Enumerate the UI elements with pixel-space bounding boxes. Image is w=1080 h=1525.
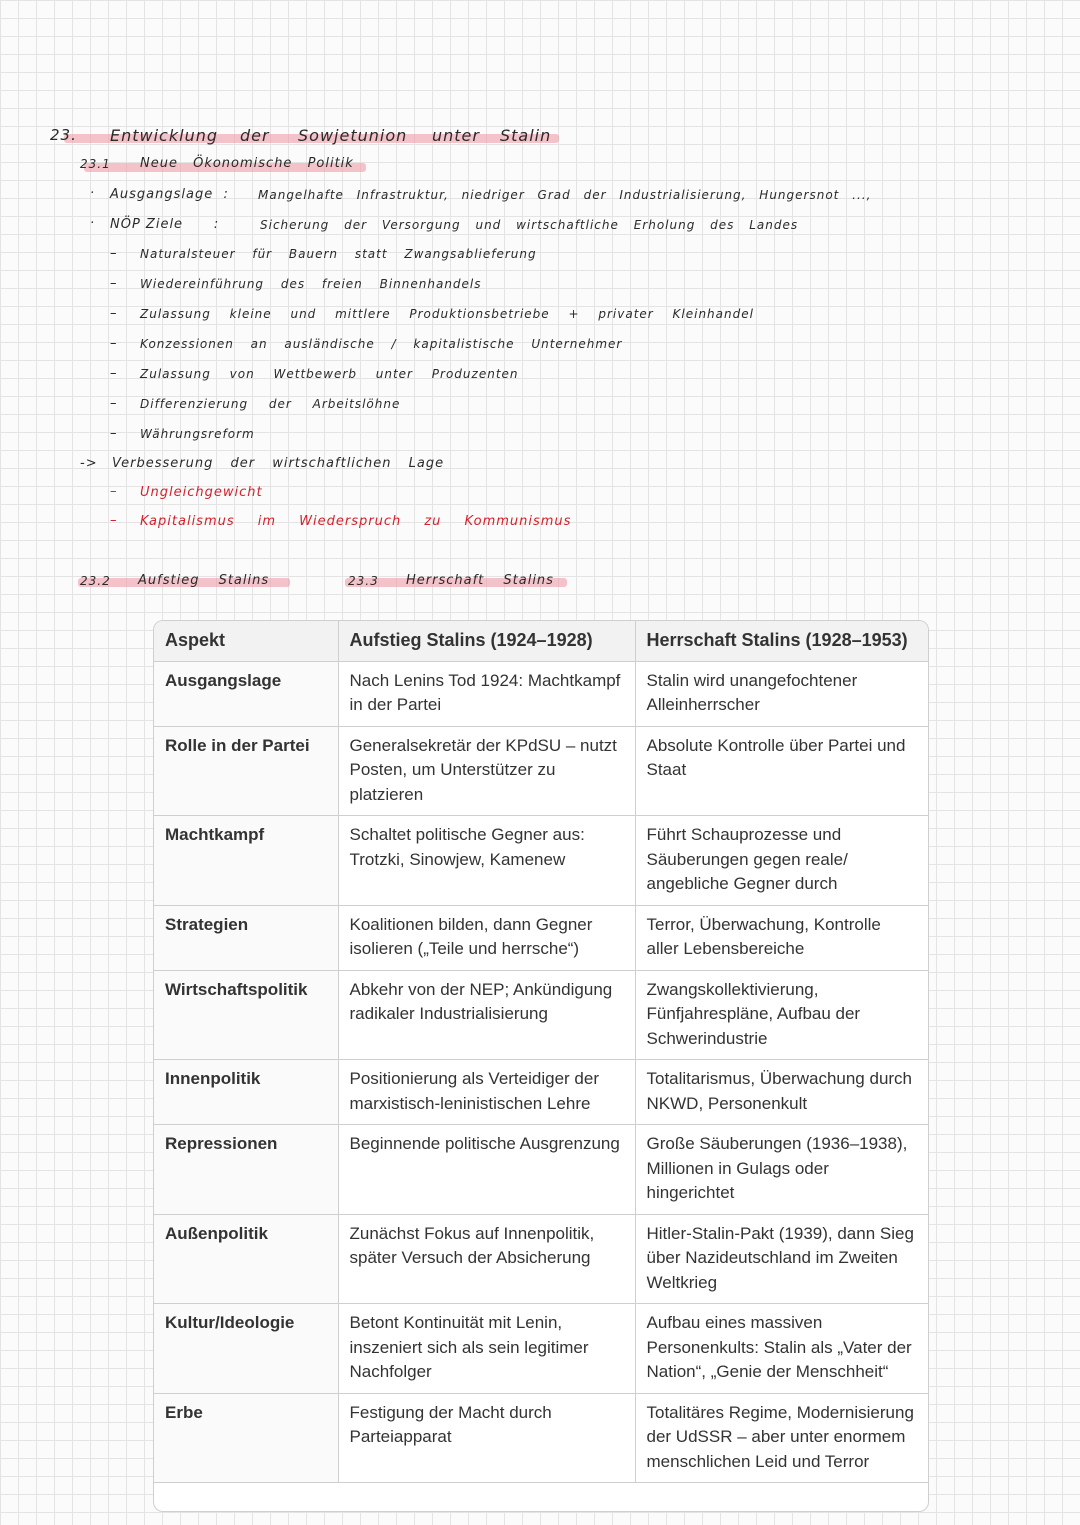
table-row [154,1214,928,1304]
section1-number: 23.1 [80,157,111,171]
dash: – [110,396,118,411]
bullet-dot: · [90,186,96,201]
ausgangslage-label: Ausgangslage : [110,187,229,202]
measure-item: Wiedereinführung des freien Binnenhandels [140,277,482,291]
table-row [154,970,928,1060]
dash: – [110,246,118,261]
ziele-label-text: NÖP Ziele [110,217,184,232]
dash: – [110,276,118,291]
criticism-item: Ungleichgewicht [140,485,263,500]
rule-cell: Totalitäres Regime, Modernisierung der UdSSR – aber unter enormem menschlichen Leid und Terror [635,1393,928,1483]
dash: – [110,366,118,381]
rise-cell: Betont Kontinuität mit Lenin, inszeniert sich als sein legitimer Nachfolger [338,1304,635,1394]
rise-cell: Koalitionen bilden, dann Gegner isolieren („Teile und herrsche“) [338,905,635,970]
heading-word-4: unter [432,126,480,145]
dash: – [110,426,118,441]
aspect-cell: Wirtschaftspolitik [154,970,338,1060]
header-rise: Aufstieg Stalins (1924–1928) [338,621,635,661]
heading-word-1: Entwicklung [110,126,218,145]
result-arrow: -> [80,456,98,471]
measure-item: Konzessionen an ausländische / kapitalistische Unternehmer [140,337,623,351]
heading-word-3: Sowjetunion [298,126,408,145]
rise-cell: Festigung der Macht durch Parteiapparat [338,1393,635,1483]
rise-cell: Positionierung als Verteidiger der marxistisch-leninistischen Lehre [338,1060,635,1125]
criticism-item: Kapitalismus im Wiederspruch zu Kommunismus [140,514,572,529]
rule-cell: Große Säuberungen (1936–1938), Millionen in Gulags oder hingerichtet [635,1125,928,1215]
bullet-dot: · [90,216,96,231]
aspect-cell: Ausgangslage [154,661,338,726]
section1-title: Neue Ökonomische Politik [140,156,354,171]
ziele-text: Sicherung der Versorgung und wirtschaftliche Erholung des Landes [260,218,799,232]
measure-item: Zulassung kleine und mittlere Produktionsbetriebe + privater Kleinhandel [140,307,754,321]
ausgangslage-label-text: Ausgangslage [110,187,214,202]
dash: – [110,484,118,499]
rule-cell: Terror, Überwachung, Kontrolle aller Lebensbereiche [635,905,928,970]
rise-cell: Beginnende politische Ausgrenzung [338,1125,635,1215]
rule-cell: Totalitarismus, Überwachung durch NKWD, Personenkult [635,1060,928,1125]
table-row [154,1304,928,1394]
heading-word-5: Stalin [500,126,552,145]
table-row [154,726,928,816]
section3-title: Herrschaft Stalins [406,573,554,588]
measure-item: Naturalsteuer für Bauern statt Zwangsablieferung [140,247,537,261]
measure-item: Zulassung von Wettbewerb unter Produzenten [140,367,519,381]
section3-number: 23.3 [348,574,379,588]
result-text: Verbesserung der wirtschaftlichen Lage [112,456,445,471]
comparison-table [153,620,929,1512]
table-row [154,905,928,970]
dash: – [110,306,118,321]
rule-cell: Führt Schauprozesse und Säuberungen gegen reale/ angebliche Gegner durch [635,816,928,906]
dash: – [110,336,118,351]
header-rule: Herrschaft Stalins (1928–1953) [635,621,928,661]
measure-item: Währungsreform [140,427,255,441]
rise-cell: Abkehr von der NEP; Ankündigung radikaler Industrialisierung [338,970,635,1060]
table-row [154,816,928,906]
header-aspect: Aspekt [154,621,338,661]
aspect-cell: Machtkampf [154,816,338,906]
aspect-cell: Erbe [154,1393,338,1483]
rise-cell: Zunächst Fokus auf Innenpolitik, später Versuch der Absicherung [338,1214,635,1304]
rule-cell: Aufbau eines massiven Personenkults: Stalin als „Vater der Nation“, „Genie der Menschheit“ [635,1304,928,1394]
aspect-cell: Rolle in der Partei [154,726,338,816]
heading-number: 23. [50,126,77,144]
table-row [154,661,928,726]
rule-cell: Zwangskollektivierung, Fünfjahrespläne, Aufbau der Schwerindustrie [635,970,928,1060]
section2-title: Aufstieg Stalins [138,573,270,588]
aspect-cell: Außenpolitik [154,1214,338,1304]
heading-word-2: der [240,126,270,145]
rule-cell: Stalin wird unangefochtener Alleinherrscher [635,661,928,726]
rule-cell: Absolute Kontrolle über Partei und Staat [635,726,928,816]
aspect-cell: Strategien [154,905,338,970]
aspect-cell: Innenpolitik [154,1060,338,1125]
table-row [154,1393,928,1483]
ziele-label: NÖP Ziele : [110,217,220,232]
rise-cell: Schaltet politische Gegner aus: Trotzki, Sinowjew, Kamenew [338,816,635,906]
table-row [154,1060,928,1125]
rise-cell: Generalsekretär der KPdSU – nutzt Posten, um Unterstützer zu platzieren [338,726,635,816]
rule-cell: Hitler-Stalin-Pakt (1939), dann Sieg über Nazideutschland im Zweiten Weltkrieg [635,1214,928,1304]
aspect-cell: Repressionen [154,1125,338,1215]
ausgangslage-text: Mangelhafte Infrastruktur, niedriger Grad der Industrialisierung, Hungersnot ..., [258,188,872,202]
aspect-cell: Kultur/Ideologie [154,1304,338,1394]
dash: – [110,513,118,528]
table-header-row [154,621,928,661]
table-row [154,1125,928,1215]
measure-item: Differenzierung der Arbeitslöhne [140,397,401,411]
rise-cell: Nach Lenins Tod 1924: Machtkampf in der Partei [338,661,635,726]
section2-number: 23.2 [80,574,111,588]
